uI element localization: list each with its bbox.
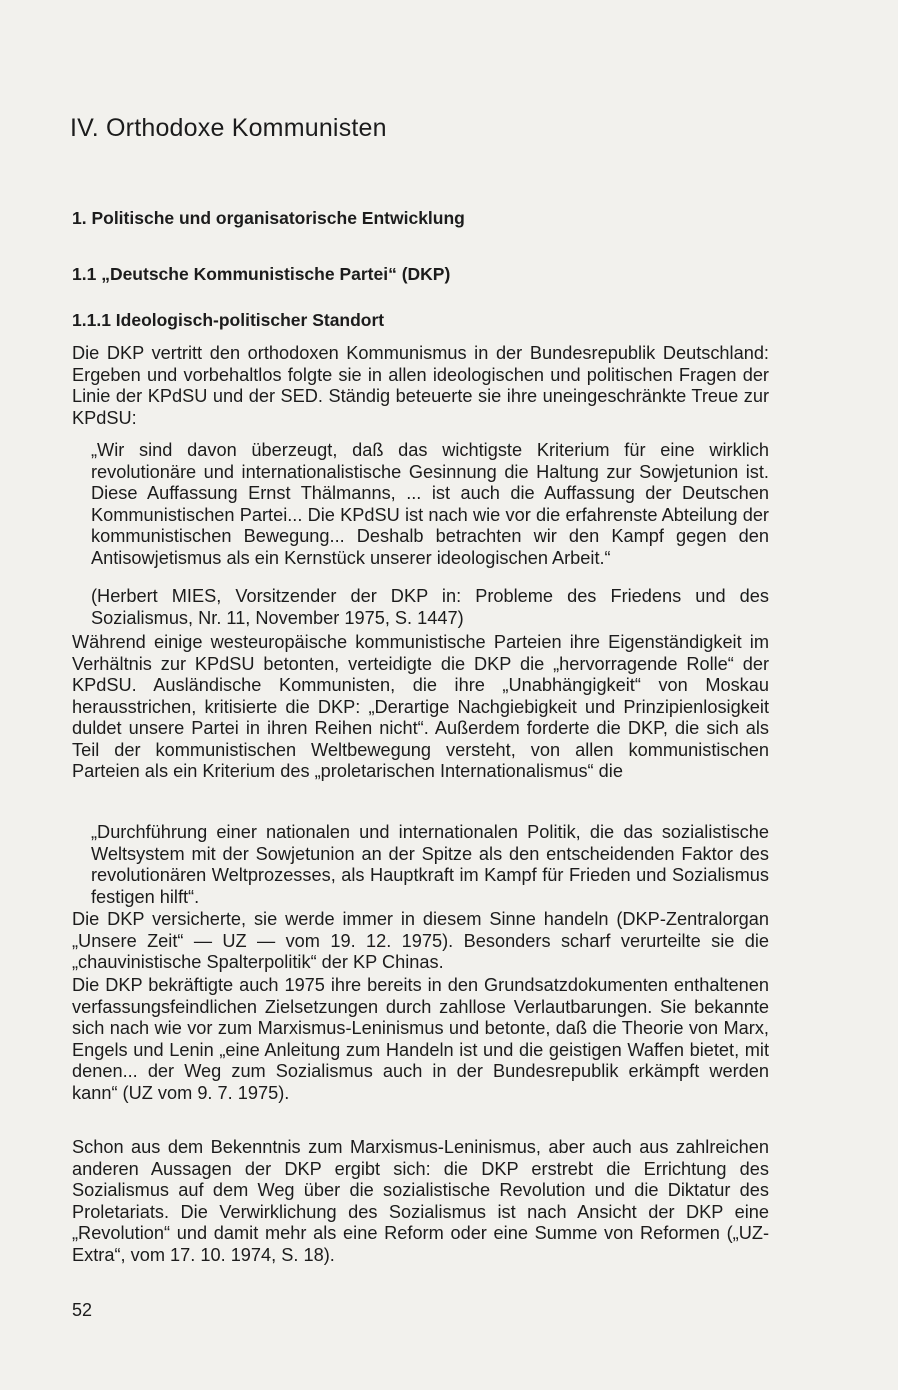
- page-number: 52: [72, 1300, 93, 1320]
- paragraph: Schon aus dem Bekenntnis zum Marxismus-Leninismus, aber auch aus zahlreichen anderen Aussagen der DKP ergibt sich: die DKP erstrebt die Errichtung des Sozialismus auf dem Weg über die sozialistische Revolution und die Diktatur des Proletariats. Die Verwirklichung des Sozialismus ist nach Ansicht der DKP eine „Revolution“ und damit mehr als eine Reform oder eine Summe von Reformen („UZ-Extra“, vom 17. 10. 1974, S. 18).: [72, 1137, 769, 1265]
- subsection-heading: 1.1 „Deutsche Kommunistische Partei“ (DKP): [72, 264, 451, 284]
- paragraph: Während einige westeuropäische kommunistische Parteien ihre Eigenständigkeit im Verhältnis zur KPdSU betonten, verteidigte die DKP die „hervorragende Rolle“ der KPdSU. Ausländische Kommunisten, die ihre „Unabhängigkeit“ von Moskau herausstrichen, kritisierte die DKP: „Derartige Nachgiebigkeit und Prinzipienlosigkeit duldet unsere Partei in ihren Reihen nicht“. Außerdem forderte die DKP, die sich als Teil der kommunistischen Weltbewegung versteht, von allen kommunistischen Parteien als ein Kriterium des „proletarischen Internationalismus“ die: [72, 632, 769, 781]
- chapter-title: IV. Orthodoxe Kommunisten: [70, 114, 387, 142]
- paragraph: Die DKP versicherte, sie werde immer in diesem Sinne handeln (DKP-Zentralorgan „Unsere Zeit“ — UZ — vom 19. 12. 1975). Besonders scharf verurteilte sie die „chauvinistische Spalterpolitik“ der KP Chinas.: [72, 909, 769, 972]
- paragraph: Die DKP bekräftigte auch 1975 ihre bereits in den Grundsatzdokumenten enthaltenen verfassungsfeindlichen Zielsetzungen durch zahllose Verlautbarungen. Sie bekannte sich nach wie vor zum Marxismus-Leninismus und betonte, daß die Theorie von Marx, Engels und Lenin „eine Anleitung zum Handeln ist und die geistigen Waffen bietet, mit denen... der Weg zum Sozialismus auch in der Bundesrepublik erkämpft werden kann“ (UZ vom 9. 7. 1975).: [72, 975, 769, 1103]
- subsubsection-heading: 1.1.1 Ideologisch-politischer Standort: [72, 310, 385, 330]
- quote-block: „Wir sind davon überzeugt, daß das wichtigste Kriterium für eine wirklich revolutionäre und internationalistische Gesinnung die Haltung zur Sowjetunion ist. Diese Auffassung Ernst Thälmanns, ... ist auch die Auffassung der Deutschen Kommunistischen Partei... Die KPdSU ist nach wie vor die erfahrenste Abteilung der kommunistischen Bewegung... Deshalb betrachten wir den Kampf gegen den Antisowjetismus als ein Kernstück unserer ideologischen Arbeit.“: [91, 440, 769, 568]
- section-heading: 1. Politische und organisatorische Entwicklung: [72, 208, 465, 228]
- paragraph: Die DKP vertritt den orthodoxen Kommunismus in der Bundesrepublik Deutschland: Ergeben und vorbehaltlos folgte sie in allen ideologischen und politischen Fragen der Linie der KPdSU und der SED. Ständig beteuerte sie ihre uneingeschränkte Treue zur KPdSU:: [72, 343, 769, 428]
- quote-block: „Durchführung einer nationalen und internationalen Politik, die das sozialistische Weltsystem mit der Sowjetunion an der Spitze als den entscheidenden Faktor des revolutionären Weltprozesses, als Hauptkraft im Kampf für Frieden und Sozialismus festigen hilft“.: [91, 822, 769, 907]
- quote-source: (Herbert MIES, Vorsitzender der DKP in: Probleme des Friedens und des Sozialismus, Nr. 11, November 1975, S. 1447): [91, 586, 769, 628]
